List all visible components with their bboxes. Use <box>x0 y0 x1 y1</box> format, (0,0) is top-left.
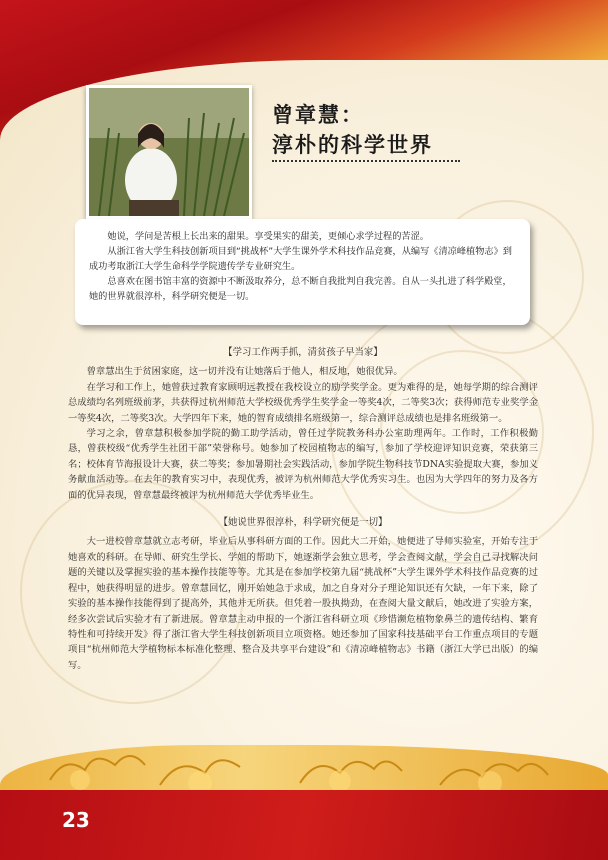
article-body <box>68 345 538 673</box>
body-paragraph: 在学习和工作上，她曾获过教育家顾明远教授在我校设立的励学奖学金。更为难得的是，她每学期的综合测评总成绩均名列班级前茅，共获得过杭州师范大学校级优秀学生奖学金一等奖4次，二等奖3次；获得师范专业奖学金一等奖4次，二等奖3次。大学四年下来，她的智育成绩排名班级第一，综合测评总成绩也是排名班级第一。 <box>68 381 538 424</box>
section-heading: 【学习工作两手抓，清贫孩子早当家】 <box>223 347 383 358</box>
portrait-photo <box>86 85 252 219</box>
summary-box <box>75 219 530 325</box>
auspicious-clouds-icon <box>40 725 580 795</box>
footer-red-band <box>0 790 608 860</box>
summary-paragraph: 她说，学问是苦根上长出来的甜果。享受果实的甜美，更倾心求学过程的苦涩。 <box>107 231 429 242</box>
title-divider <box>272 160 460 162</box>
body-paragraph: 学习之余，曾章慧积极参加学院的勤工助学活动，曾任过学院教务科办公室助理两年。工作时，工作积极勤恳，曾获校级“优秀学生社团干部”荣誉称号。她参加了校园植物志的编写，参加了学校迎评知识竞赛，荣获第三名；校体育节海报设计大赛，获二等奖；参加暑期社会实践活动，参加学院生物科技节DNA实验提取大赛，参加义务献血活动等。在去年的教育实习中，表现优秀，被评为杭州师范大学优秀实习生。也因为大学四年的努力及各方面的优异表现，曾章慧最终被评为杭州师范大学优秀毕业生。 <box>68 428 538 501</box>
article-title <box>272 100 433 160</box>
section-heading: 【她说世界很淳朴，科学研究便是一切】 <box>218 517 388 529</box>
page-number: 23 <box>62 808 90 832</box>
body-paragraph: 曾章慧出生于贫困家庭，这一切并没有让她落后于他人，相反地，她很优异。 <box>86 366 403 378</box>
summary-paragraph: 总喜欢在图书馆丰富的资源中不断汲取养分，总不断自我批判自我完善。自从一头扎进了科学殿堂，她的世界就很淳朴，科学研究便是一切。 <box>89 276 512 302</box>
title-subtitle: 淳朴的科学世界 <box>272 133 433 157</box>
portrait-photo-illustration <box>89 88 249 216</box>
body-paragraph: 大一进校曾章慧就立志考研，毕业后从事科研方面的工作。因此大二开始，她便进了导师实验室，开始专注于她喜欢的科研。在导师、研究生学长、学姐的帮助下，她逐渐学会独立思考，学会查阅文献，学会自己寻找解决问题的关键以及掌握实验的基本操作技能等等。尤其是在参加学校第九届“挑战杯”大学生课外学术科技作品竞赛的过程中，她获得明显的进步。曾章慧回忆，刚开始她急于求成，加之自身对分子理论知识还有欠缺，一年下来，除了实验的基本操作技能得到了提高外，其他并无所获。但凭着一股执拗劲，在查阅大量文献后，她改进了实验方案，经多次尝试后实验才有了新进展。曾章慧主动申报的一个浙江省科研立项《珍惜濒危植物象鼻兰的遗传结构、繁育特性和可持续开发》得了浙江省大学生科技创新项目立项资格。她还参加了国家科技基础平台工作重点项目的专题项目“杭州师范大学植物标本标准化整理、整合及共享平台建设”和《清凉峰植物志》书籍（浙江大学已出版）的编写。 <box>68 536 538 671</box>
title-name: 曾章慧： <box>272 103 364 127</box>
summary-paragraph: 从浙江省大学生科技创新项目到“挑战杯”大学生课外学术科技作品竞赛，从编写《清凉峰植物志》到成功考取浙江大学生命科学学院遗传学专业研究生。 <box>89 246 512 272</box>
